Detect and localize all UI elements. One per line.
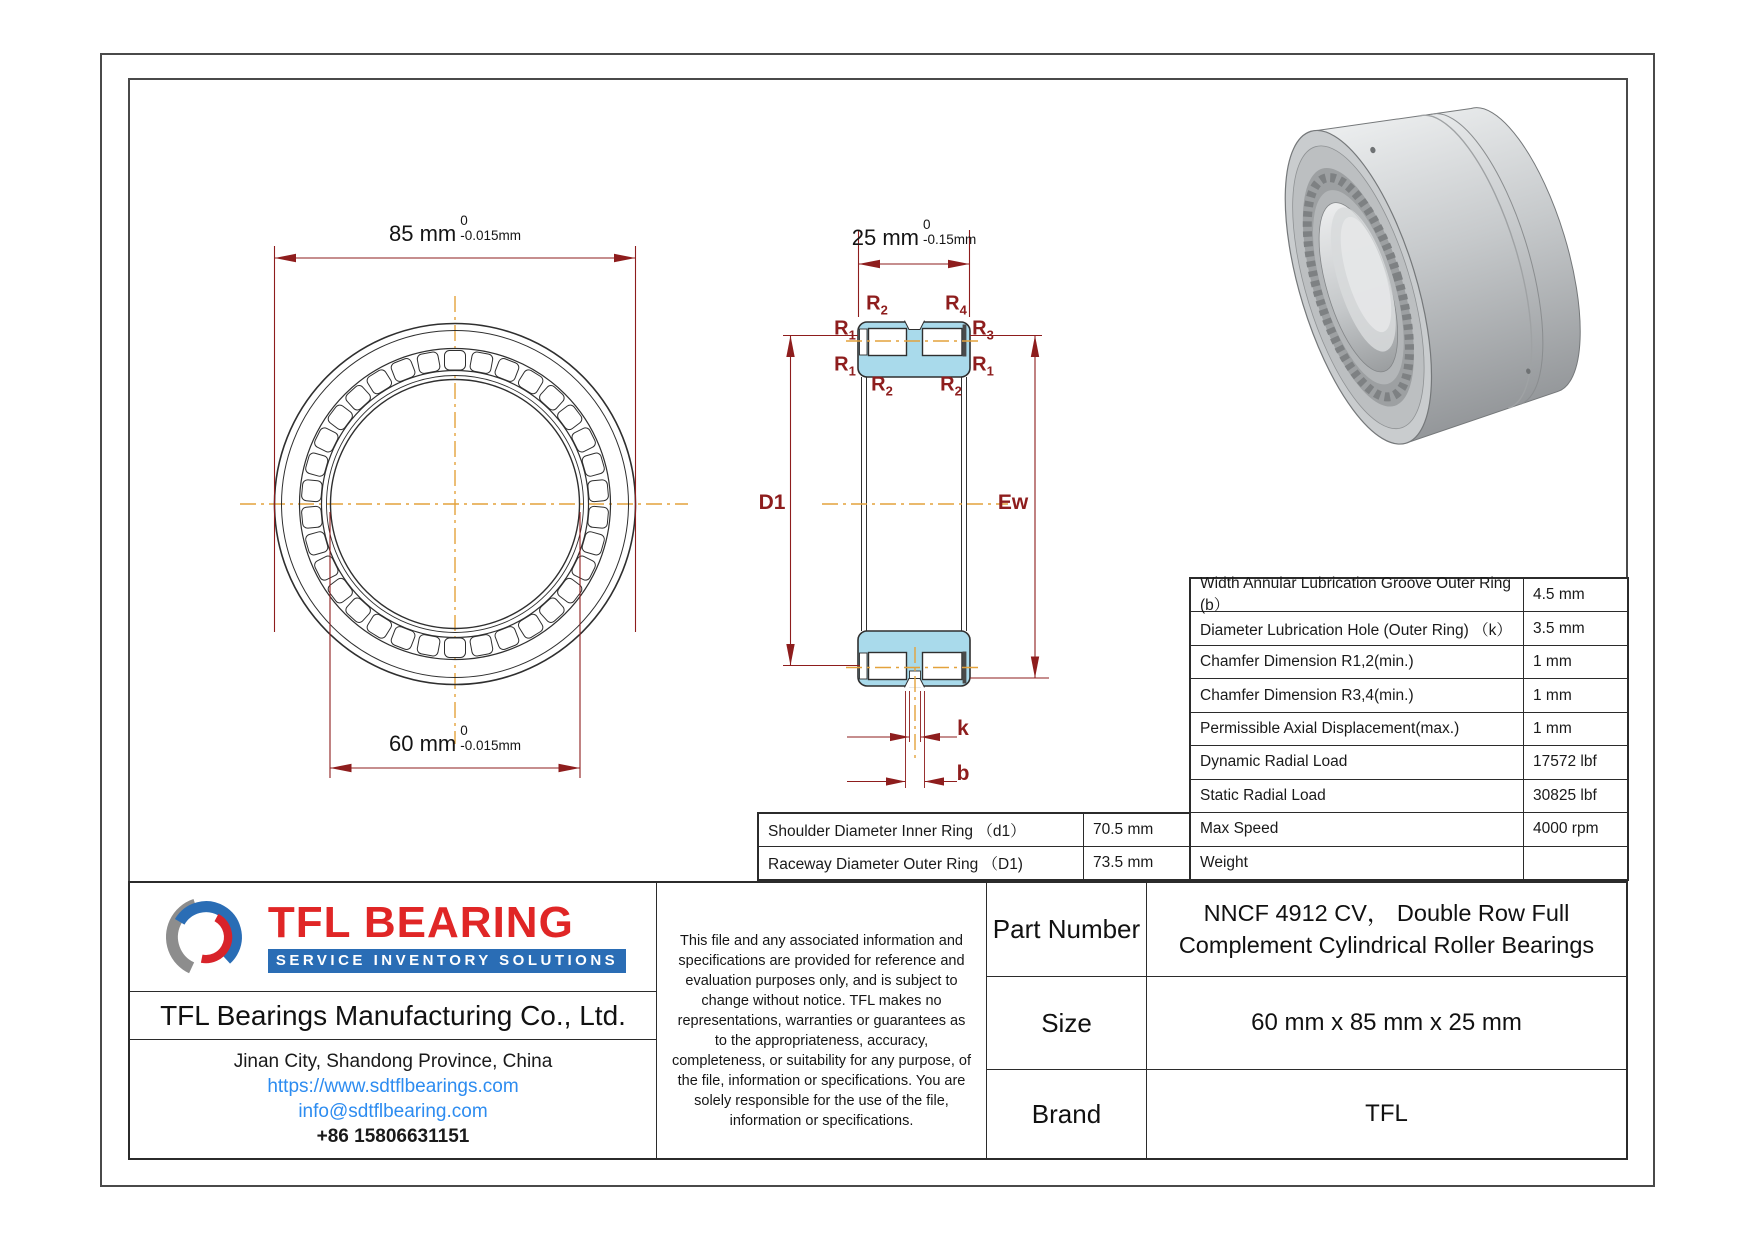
table-row [1191,679,1627,712]
spec-value: 1 mm [1533,719,1572,737]
diameter-table [757,812,1191,881]
spec-label: Chamfer Dimension R1,2(min.) [1191,646,1524,678]
table-row [1191,746,1627,779]
title-block [128,881,1628,1160]
company-phone: +86 15806631151 [316,1125,470,1147]
table-row [1191,575,1627,615]
table-row [1191,813,1627,846]
diameter-row-value: 73.5 mm [1093,854,1154,871]
spec-value: 4.5 mm [1533,586,1585,604]
spec-value: 3.5 mm [1533,619,1585,637]
table-row [759,847,1189,879]
diameter-row-value: 70.5 mm [1093,821,1154,838]
spec-value: 1 mm [1533,686,1572,704]
spec-label: Width Annular Lubrication Groove Outer Ring (b） [1191,579,1524,611]
dim-outer-diameter: 85 mm 0 -0.015mm [388,213,522,246]
dim-d1-lines [783,336,860,666]
table-row [1191,847,1627,879]
chamfer-label-r2: $R_2$ [866,292,888,318]
spec-label: Permissible Axial Displacement(max.) [1191,713,1524,745]
field-value-brand: TFL [1365,1099,1408,1127]
disclaimer-text: This file and any associated information and specifications are provided for reference and evaluation purposes only, and is subject to change without notice. TFL makes no representations, warranties or guarantees as to the appropriateness, accuracy, completeness, or suitability for any purpose, of the file, information or specifications. You are solely responsible for the use of the file, information or specifications. [671,932,971,1129]
dim-k-lines [847,691,957,742]
table-row [1191,713,1627,746]
table-row [759,814,1189,847]
company-email-link[interactable]: info@sdtflbearing.com [298,1100,488,1122]
field-label-brand: Brand [987,1070,1147,1158]
spec-value [1524,847,1627,879]
spec-table [1189,577,1629,881]
company-cell [130,992,657,1040]
label-ew: Ew [997,491,1029,514]
field-value-size: 60 mm x 85 mm x 25 mm [1147,977,1626,1070]
chamfer-label-r3: $R_3$ [972,317,994,343]
chamfer-label-r1: $R_1$ [834,317,856,343]
chamfer-label-r2: $R_2$ [940,373,962,399]
spec-label: Diameter Lubrication Hole (Outer Ring) （k） [1191,612,1524,644]
table-row [1191,612,1627,645]
label-b: b [956,762,970,785]
bearing-3d-render [1255,69,1609,460]
disclaimer-cell [657,883,987,1158]
logo-brand-text: TFL BEARING [267,898,574,948]
chamfer-label-r4: $R_4$ [945,292,967,318]
chamfer-label-r1: $R_1$ [972,353,994,379]
table-row [1191,780,1627,813]
spec-label: Static Radial Load [1191,780,1524,812]
front-view-drawing [240,246,688,778]
contact-cell [130,1040,657,1158]
spec-label: Dynamic Radial Load [1191,746,1524,778]
company-website-link[interactable]: https://www.sdtflbearings.com [267,1075,519,1097]
company-name: TFL Bearings Manufacturing Co., Ltd. [160,999,626,1031]
diameter-row-label: Raceway Diameter Outer Ring （D1) [759,847,1084,879]
field-label-size: Size [987,977,1147,1070]
diameter-row-label: Shoulder Diameter Inner Ring （d1） [759,814,1084,846]
spec-value: 1 mm [1533,653,1572,671]
spec-label: Chamfer Dimension R3,4(min.) [1191,679,1524,711]
dim-bore-diameter: 60 mm 0 -0.015mm [388,723,522,756]
field-value-part-number: NNCF 4912 CV， Double Row Full Complement Cylindrical Roller Bearings [1147,883,1626,977]
spec-value: 4000 rpm [1533,820,1599,838]
spec-value: 30825 lbf [1533,786,1597,804]
company-address: Jinan City, Shandong Province, China [233,1050,553,1072]
logo-cell [130,883,657,992]
spec-label: Weight [1191,847,1524,879]
chamfer-label-r2: $R_2$ [871,373,893,399]
dim-width: 25 mm 0 -0.15mm [851,217,977,250]
logo-tagline: SERVICE INVENTORY SOLUTIONS [268,949,626,973]
tfl-logo-icon [160,891,252,983]
label-k: k [957,717,969,740]
spec-label: Max Speed [1191,813,1524,845]
label-d1: D1 [758,491,786,514]
chamfer-label-r1: $R_1$ [834,353,856,379]
field-label-part-number: Part Number [987,883,1147,977]
dim-b-lines [847,691,957,788]
table-row [1191,646,1627,679]
spec-value: 17572 lbf [1533,753,1597,771]
